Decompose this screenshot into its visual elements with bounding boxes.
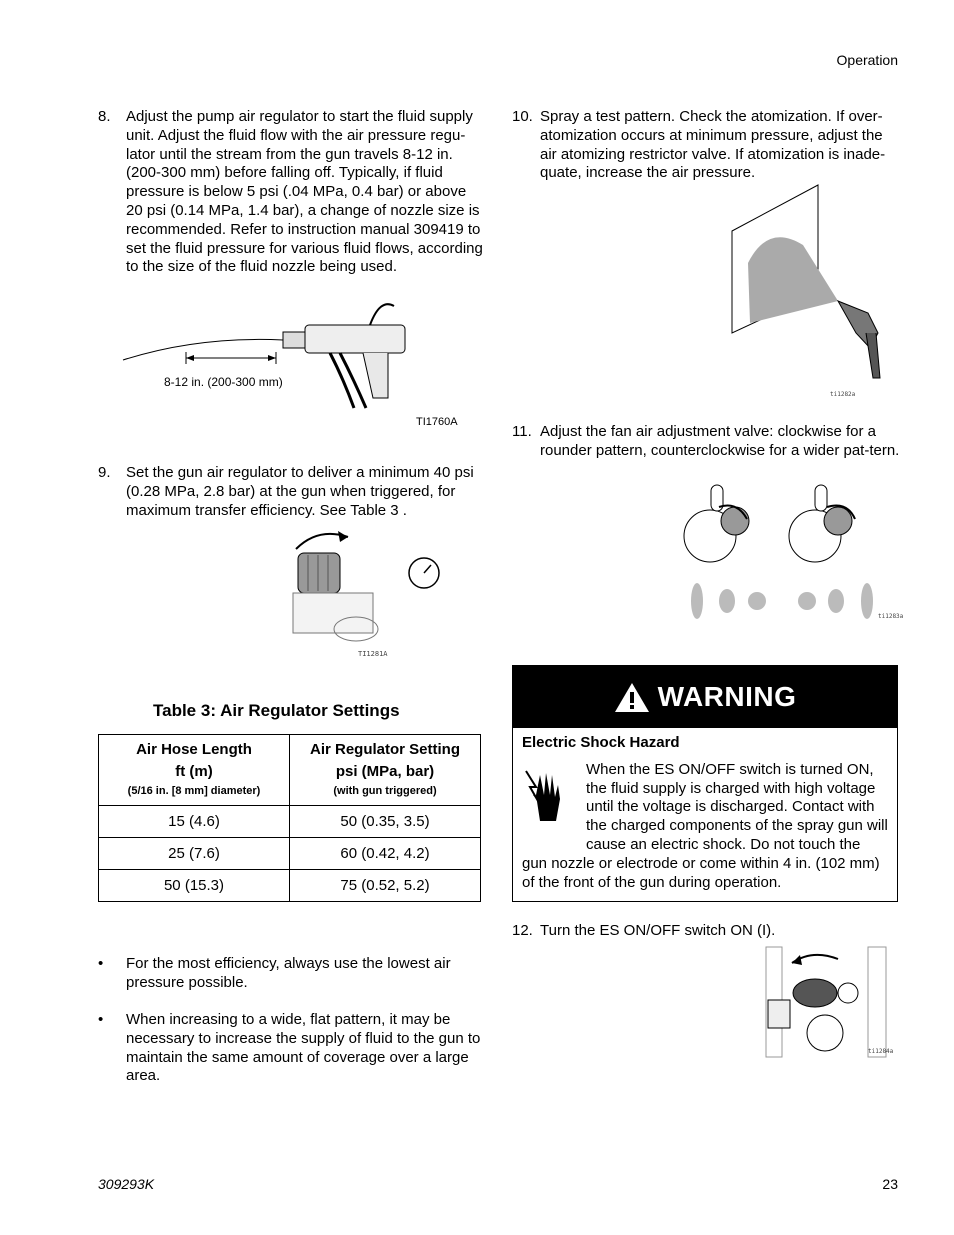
step-number: 10. xyxy=(512,108,533,125)
step-number: 12. xyxy=(512,922,533,939)
header-text: Air Regulator Setting xyxy=(309,741,460,758)
step-10 xyxy=(512,108,900,183)
table-title: Table 3: Air Regulator Settings xyxy=(153,701,400,720)
table-cell: 25 (7.6) xyxy=(99,838,290,870)
spray-test-illustration xyxy=(728,183,898,403)
table-cell: 15 (4.6) xyxy=(99,806,290,838)
header-unit: ft (m) xyxy=(175,763,213,780)
step-9 xyxy=(98,464,483,520)
bullet-icon: • xyxy=(98,955,104,972)
bullet-text: For the most efficiency, always use the lowest air pressure possible. xyxy=(126,955,451,991)
header-subnote: (5/16 in. [8 mm] diameter) xyxy=(127,785,261,797)
distance-label: 8-12 in. (200-300 mm) xyxy=(164,375,283,389)
header-air-regulator-setting xyxy=(290,735,481,806)
table-cell: 50 (0.35, 3.5) xyxy=(290,806,481,838)
step-number: 9. xyxy=(98,464,111,481)
step-text: Adjust the pump air regulator to start the fluid supply unit. Adjust the fluid flow with the air pressure regu-lator until the stream from the gun travels 8-12 in. (200-300 mm) before falling off. Typically, if fluid pressure is below 5 psi (.04 MPa, 0.4 bar) or above 20 psi (0.14 MPa, 1.4 bar), a change of nozzle size is recommended. Refer to instruction manual 309419 to set the fluid pressure for various fluid flows, according to the size of the fluid nozzle being used. xyxy=(126,108,483,276)
table-row xyxy=(99,838,481,870)
header-unit: psi (MPa, bar) xyxy=(335,763,435,780)
header-air-hose-length xyxy=(99,735,290,806)
step-12 xyxy=(512,922,900,941)
hazard-title: Electric Shock Hazard xyxy=(522,734,680,751)
table-header-row xyxy=(99,735,481,806)
step-number: 11. xyxy=(512,423,532,440)
step-text: Set the gun air regulator to deliver a minimum 40 psi (0.28 MPa, 2.8 bar) at the gun when triggered, for maximum transfer efficiency. See Table 3 . xyxy=(126,464,474,519)
bullet-icon: • xyxy=(98,1011,104,1028)
warning-box xyxy=(512,665,898,902)
figure-code: ti1282a xyxy=(830,391,856,398)
fan-valve-illustration xyxy=(675,481,897,626)
table-row xyxy=(99,870,481,902)
bullet-item xyxy=(98,1011,483,1086)
header-text: Air Hose Length xyxy=(136,741,252,758)
warning-header xyxy=(513,666,897,728)
air-regulator-illustration xyxy=(288,527,448,652)
page-number: 23 xyxy=(882,1176,898,1192)
document-number: 309293K xyxy=(98,1176,155,1192)
es-switch-illustration xyxy=(760,945,895,1060)
table-cell: 60 (0.42, 4.2) xyxy=(290,838,481,870)
running-header: Operation xyxy=(836,52,898,68)
air-regulator-table xyxy=(98,734,481,902)
step-text: Adjust the fan air adjustment valve: clockwise for a rounder pattern, counterclockwise for a wider pat-tern. xyxy=(540,423,900,459)
step-text: Turn the ES ON/OFF switch ON (I). xyxy=(540,922,776,939)
figure-code: ti1284a xyxy=(868,1048,894,1055)
warning-triangle-icon xyxy=(614,681,650,713)
warning-heading: WARNING xyxy=(657,681,797,712)
figure-code: TI1760A xyxy=(416,416,458,428)
step-8 xyxy=(98,108,483,277)
step-11 xyxy=(512,423,900,461)
electric-shock-hand-icon xyxy=(522,765,578,839)
figure-code: ti1283a xyxy=(878,613,904,620)
step-number: 8. xyxy=(98,108,111,125)
table-row xyxy=(99,806,481,838)
table-cell: 50 (15.3) xyxy=(99,870,290,902)
figure-code: TI1281A xyxy=(358,650,388,658)
warning-body-text: When the ES ON/OFF switch is turned ON, the fluid supply is charged with high voltage until the voltage is discharged. Contact with the charged components of the spray gun will cause an electric shock. Do not touch the gun nozzle or electrode or come within 4 in. (102 mm) of the front of the gun during operation. xyxy=(522,760,888,891)
header-subnote: (with gun triggered) xyxy=(333,785,437,797)
table-cell: 75 (0.52, 5.2) xyxy=(290,870,481,902)
bullet-text: When increasing to a wide, flat pattern, it may be necessary to increase the supply of fluid to the gun to maintain the same amount of coverage over a large area. xyxy=(126,1011,481,1085)
gun-distance-illustration xyxy=(118,298,463,418)
bullet-item xyxy=(98,955,483,993)
step-text: Spray a test pattern. Check the atomization. If over-atomization occurs at minimum pressure, adjust the air atomizing restrictor valve. If atomization is inade-quate, increase the air pressure. xyxy=(540,108,886,182)
